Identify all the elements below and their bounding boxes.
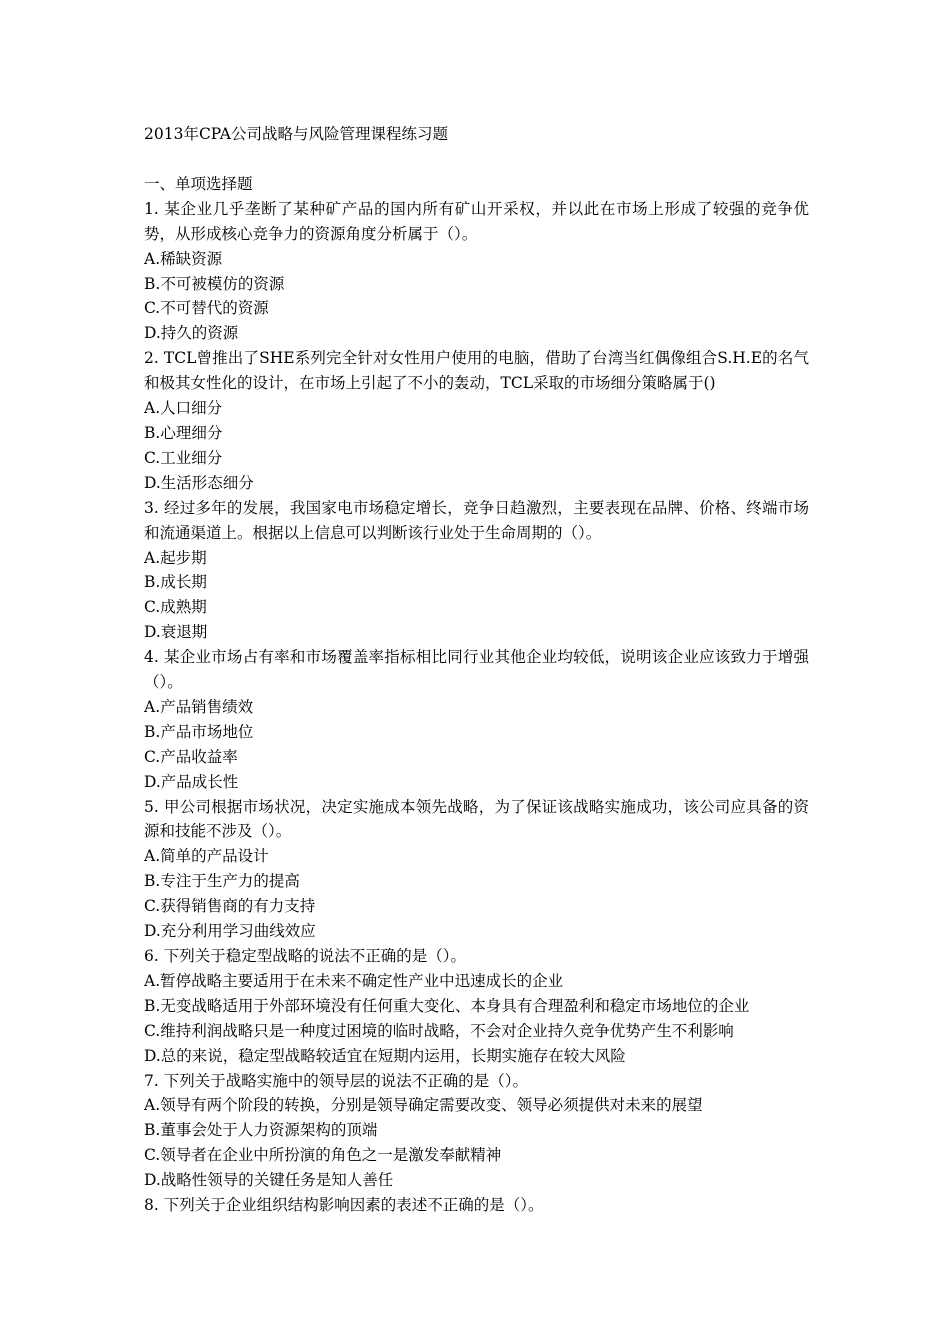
- question-2: [144, 346, 809, 495]
- option-c: C.成熟期: [144, 598, 207, 617]
- question-6: [144, 944, 809, 1069]
- option-b: B.心理细分: [144, 423, 223, 442]
- option-c: C.工业细分: [144, 448, 223, 467]
- option-a: A.简单的产品设计: [144, 847, 269, 866]
- option-d: D.生活形态细分: [144, 473, 254, 492]
- option-d: D.充分利用学习曲线效应: [144, 922, 316, 941]
- option-c: C.产品收益率: [144, 747, 238, 766]
- question-stem: 7. 下列关于战略实施中的领导层的说法不正确的是（）。: [144, 1071, 528, 1090]
- option-d: D.产品成长性: [144, 772, 239, 791]
- option-b: B.产品市场地位: [144, 722, 254, 741]
- option-b: B.成长期: [144, 573, 207, 592]
- question-stem: 2. TCL曾推出了SHE系列完全针对女性用户使用的电脑，借助了台湾当红偶像组合S.H.E的名气和极其女性化的设计，在市场上引起了不小的轰动，TCL采取的市场细分策略属于(): [144, 349, 809, 393]
- option-d: D.战略性领导的关键任务是知人善任: [144, 1171, 394, 1190]
- option-a: A.稀缺资源: [144, 249, 223, 268]
- question-stem: 6. 下列关于稳定型战略的说法不正确的是（）。: [144, 947, 466, 965]
- option-a: A.暂停战略主要适用于在未来不确定性产业中迅速成长的企业: [144, 971, 564, 990]
- option-a: A.起步期: [144, 548, 207, 567]
- option-a: A.人口细分: [144, 399, 223, 418]
- option-b: B.无变战略适用于外部环境没有任何重大变化、本身具有合理盈利和稳定市场地位的企业: [144, 996, 750, 1015]
- option-d: D.持久的资源: [144, 324, 239, 343]
- question-5: [144, 795, 809, 944]
- question-stem: 1. 某企业几乎垄断了某种矿产品的国内所有矿山开采权，并以此在市场上形成了较强的竞争优势，从形成核心竞争力的资源角度分析属于（）。: [144, 199, 809, 243]
- question-1: [144, 197, 809, 346]
- document-page: [144, 122, 809, 1218]
- option-b: B.董事会处于人力资源架构的顶端: [144, 1121, 378, 1140]
- option-b: B.不可被模仿的资源: [144, 274, 285, 293]
- question-stem: 5. 甲公司根据市场状况，决定实施成本领先战略，为了保证该战略实施成功，该公司应具备的资源和技能不涉及（）。: [144, 797, 809, 841]
- option-b: B.专注于生产力的提高: [144, 872, 300, 891]
- question-stem: 4. 某企业市场占有率和市场覆盖率指标相比同行业其他企业均较低，说明该企业应该致力于增强（）。: [144, 648, 809, 692]
- option-d: D.总的来说，稳定型战略较适宜在短期内运用，长期实施存在较大风险: [144, 1046, 626, 1065]
- option-c: C.不可替代的资源: [144, 299, 269, 318]
- section-heading: 一、单项选择题: [144, 174, 253, 193]
- option-a: A.产品销售绩效: [144, 697, 254, 716]
- question-3: [144, 496, 809, 645]
- document-title: 2013年CPA公司战略与风险管理课程练习题: [144, 125, 449, 143]
- option-a: A.领导有两个阶段的转换，分别是领导确定需要改变、领导必须提供对未来的展望: [144, 1096, 703, 1115]
- question-8: [144, 1193, 809, 1218]
- question-stem: 3. 经过多年的发展，我国家电市场稳定增长，竞争日趋激烈，主要表现在品牌、价格、终端市场和流通渠道上。根据以上信息可以判断该行业处于生命周期的（）。: [144, 498, 809, 542]
- question-7: [144, 1069, 809, 1194]
- option-d: D.衰退期: [144, 623, 208, 642]
- option-c: C.获得销售商的有力支持: [144, 897, 316, 916]
- question-stem: 8. 下列关于企业组织结构影响因素的表述不正确的是（）。: [144, 1196, 544, 1215]
- option-c: C.维持利润战略只是一种度过困境的临时战略，不会对企业持久竞争优势产生不利影响: [144, 1021, 734, 1040]
- question-4: [144, 645, 809, 794]
- option-c: C.领导者在企业中所扮演的角色之一是激发奉献精神: [144, 1146, 502, 1165]
